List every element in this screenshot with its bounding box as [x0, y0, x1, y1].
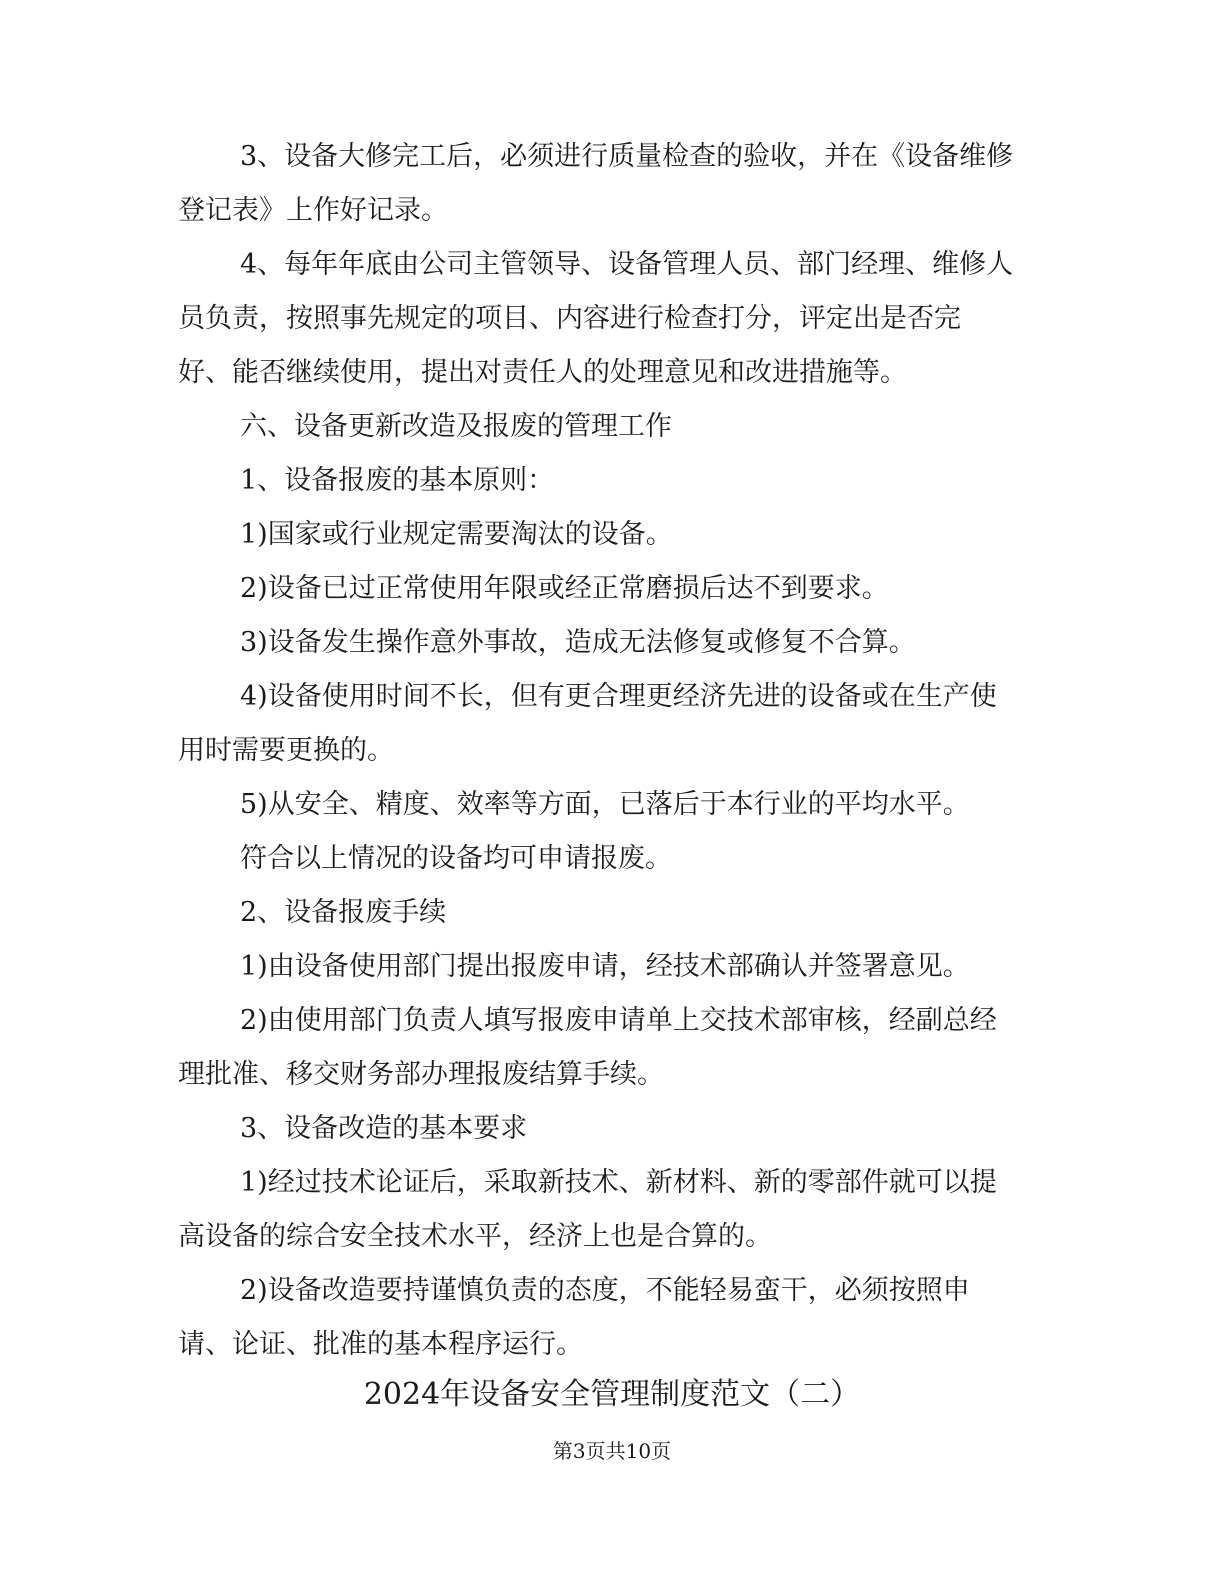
list-item: 1)经过技术论证后，采取新技术、新材料、新的零部件就可以提: [240, 1167, 997, 1198]
body-line: 请、论证、批准的基本程序运行。: [178, 1329, 583, 1360]
body-line: 3、设备大修完工后，必须进行质量检查的验收，并在《设备维修: [240, 141, 1014, 172]
body-line: 员负责，按照事先规定的项目、内容进行检查打分，评定出是否完: [178, 303, 961, 334]
section-heading: 六、设备更新改造及报废的管理工作: [240, 411, 672, 442]
list-item: 3)设备发生操作意外事故，造成无法修复或修复不合算。: [240, 627, 916, 658]
body-line: 好、能否继续使用，提出对责任人的处理意见和改进措施等。: [178, 357, 907, 388]
list-item: 5)从安全、精度、效率等方面，已落后于本行业的平均水平。: [240, 789, 970, 820]
document-title: 2024年设备安全管理制度范文（二）: [363, 1377, 861, 1412]
list-item: 1)由设备使用部门提出报废申请，经技术部确认并签署意见。: [240, 951, 970, 982]
list-item: 4)设备使用时间不长，但有更合理更经济先进的设备或在生产使: [240, 681, 997, 712]
list-item: 1)国家或行业规定需要淘汰的设备。: [240, 519, 673, 550]
body-line: 用时需要更换的。: [178, 735, 394, 766]
body-line: 符合以上情况的设备均可申请报废。: [240, 843, 672, 874]
list-item: 2)设备已过正常使用年限或经正常磨损后达不到要求。: [240, 573, 889, 604]
body-line: 4、每年年底由公司主管领导、设备管理人员、部门经理、维修人: [240, 249, 1014, 280]
subsection-heading: 2、设备报废手续: [240, 897, 447, 928]
body-line: 登记表》上作好记录。: [178, 195, 448, 226]
body-line: 高设备的综合安全技术水平，经济上也是合算的。: [178, 1221, 772, 1252]
list-item: 2)设备改造要持谨慎负责的态度，不能轻易蛮干，必须按照申: [240, 1275, 970, 1306]
page-footer: 第3页共10页: [552, 1439, 672, 1463]
body-line: 理批准、移交财务部办理报废结算手续。: [178, 1059, 664, 1090]
document-body: [178, 130, 1048, 1372]
subsection-heading: 3、设备改造的基本要求: [240, 1113, 528, 1144]
list-item: 2)由使用部门负责人填写报废申请单上交技术部审核，经副总经: [240, 1005, 997, 1036]
subsection-heading: 1、设备报废的基本原则：: [240, 465, 555, 496]
